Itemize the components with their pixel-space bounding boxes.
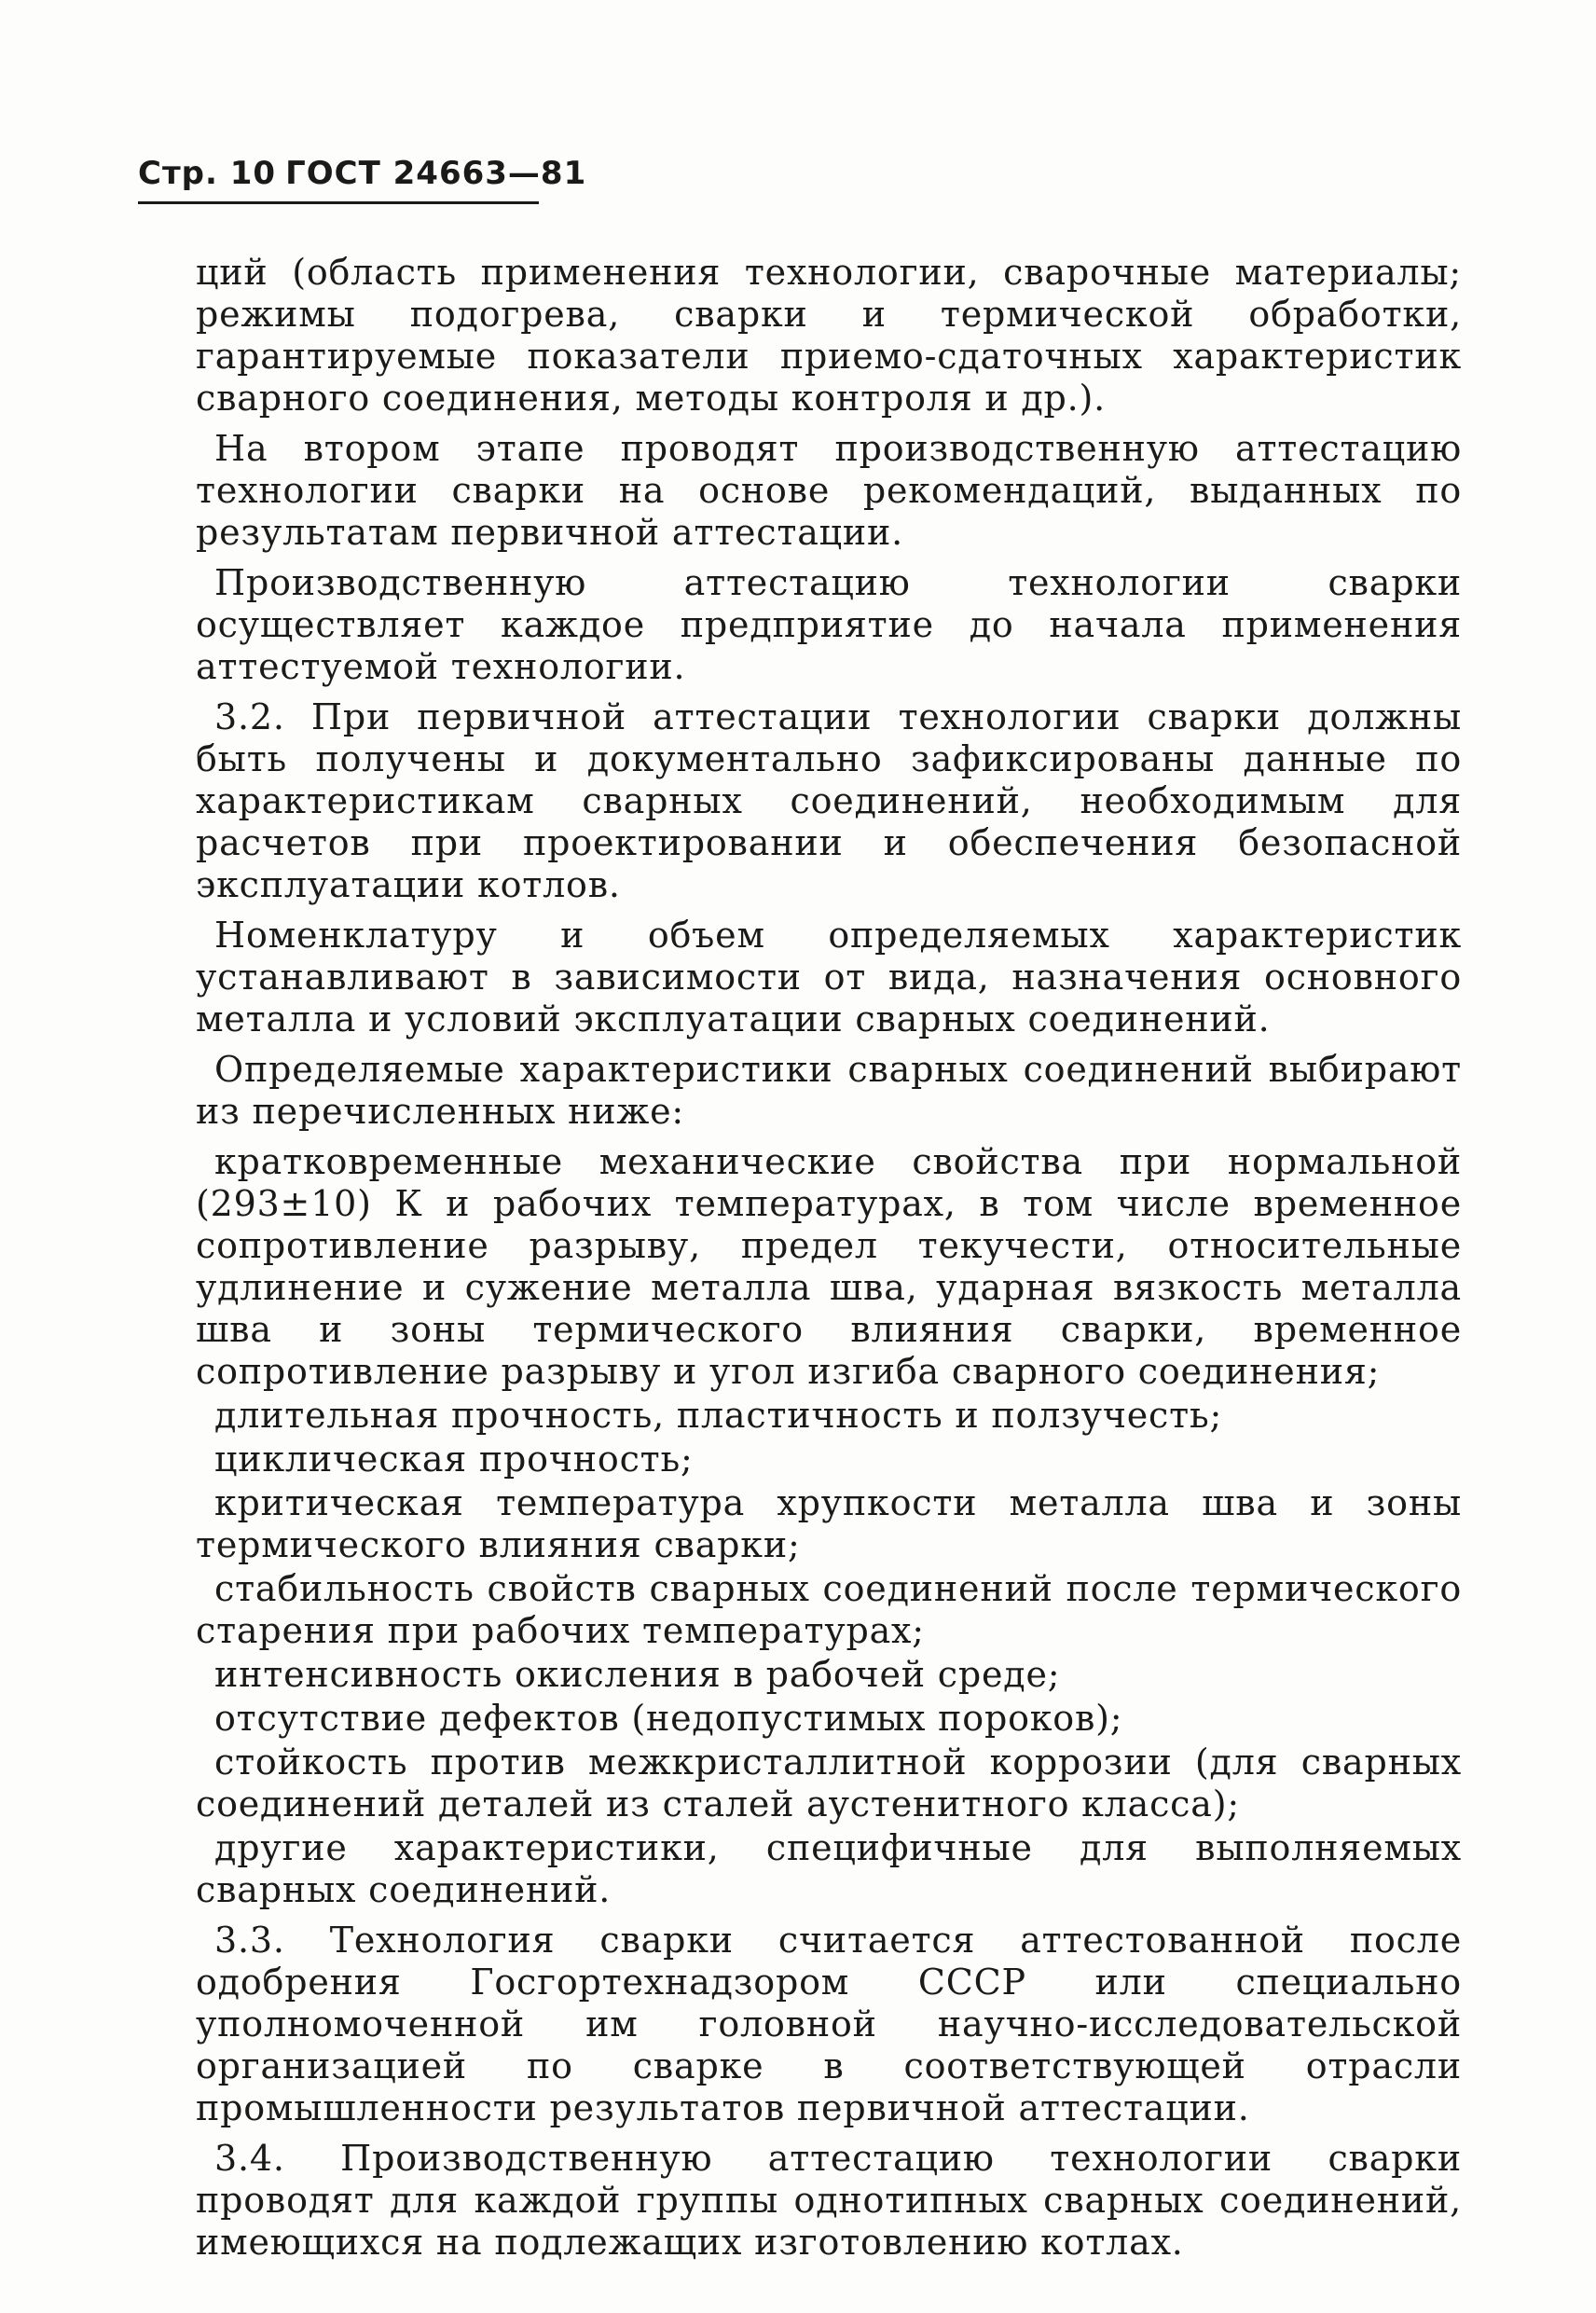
standard-code: ГОСТ 24663—81 bbox=[285, 155, 587, 192]
page-number: Стр. 10 bbox=[138, 155, 277, 192]
list-item: циклическая прочность; bbox=[214, 1439, 694, 1480]
characteristics-list bbox=[196, 1141, 1462, 1911]
clause-3-4: 3.4. Производственную аттестацию технологии сварки проводят для каждой группы однотипных сварных соединений, имеющихся на подлежащих изготовлению котлах. bbox=[196, 2138, 1462, 2263]
clause-3-2: 3.2. При первичной аттестации технологии сварки должны быть получены и документально зафиксированы данные по характеристикам сварных соединений, необходимым для расчетов при проектировании и обеспечения безопасной эксплуатации котлов. bbox=[196, 696, 1462, 905]
list-item: другие характеристики, специфичные для выполняемых сварных соединений. bbox=[196, 1827, 1462, 1910]
list-item: стабильность свойств сварных соединений после термического старения при рабочих температурах; bbox=[196, 1568, 1462, 1651]
clause-3-3: 3.3. Технология сварки считается аттестованной после одобрения Госгортехнадзором СССР или специально уполномоченной им головной научно-исследовательской организацией по сварке в соответствующей отрасли промышленности результатов первичной аттестации. bbox=[196, 1920, 1462, 2128]
list-item: кратковременные механические свойства при нормальной (293±10) К и рабочих температурах, в том числе временное сопротивление разрыву, предел текучести, относительные удлинение и сужение металла шва, ударная вязкость металла шва и зоны термического влияния сварки, временное сопротивление разрыву и угол изгиба сварного соединения; bbox=[196, 1141, 1462, 1392]
page-header bbox=[138, 155, 596, 192]
list-item: интенсивность окисления в рабочей среде; bbox=[214, 1654, 1061, 1695]
list-item: длительная прочность, пластичность и ползучесть; bbox=[214, 1395, 1223, 1436]
document-body bbox=[196, 252, 1462, 2272]
list-item: стойкость против межкристаллитной коррозии (для сварных соединений деталей из сталей аустенитного класса); bbox=[196, 1742, 1462, 1824]
header-rule bbox=[138, 201, 539, 204]
paragraph-second-stage: На втором этапе проводят производственную аттестацию технологии сварки на основе рекомендаций, выданных по результатам первичной аттестации. bbox=[196, 428, 1462, 553]
list-item: критическая температура хрупкости металла шва и зоны термического влияния сварки; bbox=[196, 1482, 1462, 1565]
paragraph-continuation: ций (область применения технологии, сварочные материалы; режимы подогрева, сварки и термической обработки, гарантируемые показатели приемо-сдаточных характеристик сварного соединения, методы контроля и др.). bbox=[196, 252, 1462, 419]
paragraph-characteristics-intro: Определяемые характеристики сварных соединений выбирают из перечисленных ниже: bbox=[196, 1049, 1462, 1132]
paragraph-nomenclature: Номенклатуру и объем определяемых характеристик устанавливают в зависимости от вида, назначения основного металла и условий эксплуатации сварных соединений. bbox=[196, 915, 1462, 1039]
paragraph-production-attestation: Производственную аттестацию технологии сварки осуществляет каждое предприятие до начала применения аттестуемой технологии. bbox=[196, 562, 1462, 687]
list-item: отсутствие дефектов (недопустимых пороков); bbox=[214, 1698, 1123, 1739]
